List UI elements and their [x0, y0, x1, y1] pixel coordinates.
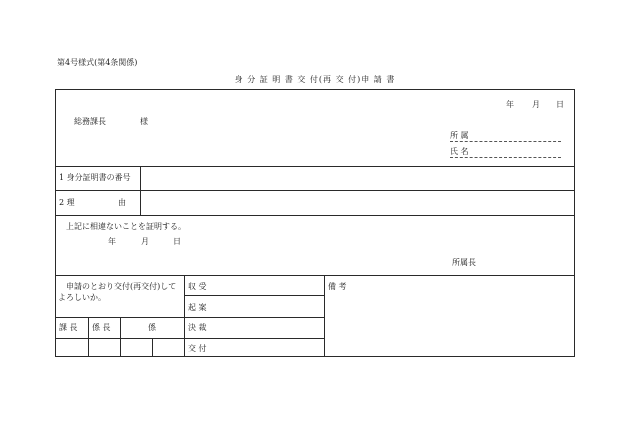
chief-label: 係 長 — [92, 323, 111, 332]
divider — [55, 215, 575, 216]
divider — [55, 190, 575, 191]
date-day-label: 日 — [556, 100, 564, 109]
divider — [88, 317, 89, 357]
divider — [324, 275, 325, 357]
divider — [184, 295, 324, 296]
divider — [120, 317, 121, 357]
certification-statement: 上記に相違ないことを証明する。 — [66, 222, 186, 231]
staff-label: 係 — [148, 323, 156, 332]
divider — [140, 166, 141, 215]
name-label: 氏 名 — [450, 147, 469, 156]
reason-label-char: 由 — [118, 198, 126, 207]
divider — [55, 166, 575, 167]
divider — [152, 338, 153, 357]
divider — [55, 317, 324, 318]
name-underline — [450, 157, 561, 158]
id-number-label: 1 身分証明書の番号 — [59, 173, 131, 182]
affiliation-underline — [450, 141, 561, 142]
cert-day-label: 日 — [173, 237, 181, 246]
drafted-label: 起 案 — [188, 303, 207, 312]
approval-request-line2: よろしいか。 — [58, 293, 106, 302]
divider — [184, 275, 185, 357]
department-head-label: 所属長 — [452, 258, 476, 267]
cert-month-label: 月 — [141, 237, 149, 246]
divider — [55, 275, 575, 276]
form-title: 身 分 証 明 書 交 付(再 交 付)申 請 書 — [234, 75, 396, 84]
issued-label: 交 付 — [188, 344, 207, 353]
affiliation-label: 所 属 — [450, 131, 469, 140]
remarks-label: 備 考 — [328, 282, 347, 291]
reason-label: 2 理 — [59, 198, 75, 207]
form-number-label: 第4号様式(第4条関係) — [57, 58, 138, 67]
date-year-label: 年 — [506, 100, 514, 109]
approved-label: 決 裁 — [188, 323, 207, 332]
approval-request-line1: 申請のとおり交付(再交付)して — [66, 282, 177, 291]
received-label: 収 受 — [188, 282, 207, 291]
section-chief-label: 課 長 — [59, 323, 78, 332]
date-month-label: 月 — [532, 100, 540, 109]
addressee: 総務課長 — [74, 117, 106, 126]
cert-year-label: 年 — [108, 237, 116, 246]
honorific: 様 — [140, 117, 148, 126]
divider — [55, 338, 324, 339]
